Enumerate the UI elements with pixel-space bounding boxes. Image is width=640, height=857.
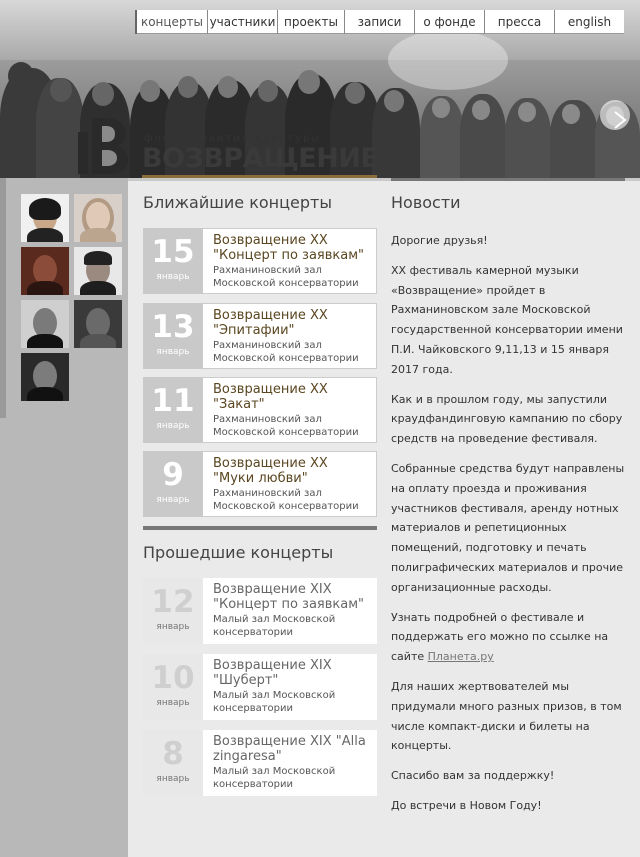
concert-info xyxy=(203,730,377,796)
concert-date xyxy=(143,377,203,443)
nav-item-projects[interactable]: проекты xyxy=(277,10,344,34)
concert-title[interactable]: Возвращение XIX "Концерт по заявкам" xyxy=(213,582,365,612)
concert-hall: Рахманиновский зал Московской консерватории xyxy=(213,414,359,438)
concert-hall: Малый зал Московской консерватории xyxy=(213,614,336,638)
concert-day: 12 xyxy=(151,584,195,620)
concert-month: январь xyxy=(156,495,190,505)
concert-day: 9 xyxy=(162,457,184,493)
participant-photo[interactable] xyxy=(74,247,122,295)
news-paragraph: Спасибо вам за поддержку! xyxy=(391,769,555,783)
nav-item-concerts[interactable]: концерты xyxy=(135,10,207,34)
concert-hall: Малый зал Московской консерватории xyxy=(213,690,336,714)
concerts-underline xyxy=(142,175,377,178)
participant-photo[interactable] xyxy=(74,300,122,348)
participant-photo[interactable] xyxy=(21,247,69,295)
concert-date xyxy=(143,578,203,644)
news-paragraph: Дорогие друзья! xyxy=(391,234,488,247)
concert-info xyxy=(203,451,377,517)
concert-title[interactable]: Возвращение XIX "Alla zingaresa" xyxy=(213,734,366,764)
news-paragraph: До встречи в Новом Году! xyxy=(391,798,542,812)
concert-info xyxy=(203,578,377,644)
concert-title[interactable]: Возвращение XX "Эпитафии" xyxy=(213,308,328,338)
chevron-right-icon[interactable] xyxy=(613,110,627,130)
upcoming-heading: Ближайшие концерты xyxy=(143,193,332,212)
concert-hall: Малый зал Московской консерватории xyxy=(213,766,336,790)
concert-hall: Рахманиновский зал Московской консерватории xyxy=(213,265,359,289)
concert-title[interactable]: Возвращение XX "Муки любви" xyxy=(213,456,328,486)
concert-date xyxy=(143,303,203,369)
logo-icon[interactable] xyxy=(78,118,128,174)
header-banner xyxy=(0,0,640,178)
concert-day: 8 xyxy=(162,736,184,772)
nav-item-participants[interactable]: участники xyxy=(207,10,277,34)
left-strip xyxy=(0,178,6,418)
main-nav xyxy=(135,10,624,34)
concert-info xyxy=(203,303,377,369)
concert-date xyxy=(143,730,203,796)
concert-day: 11 xyxy=(151,383,195,419)
news-heading: Новости xyxy=(391,193,461,212)
news-more-text: Узнать подробней о фестивале и поддержать его можно по ссылке на сайте xyxy=(391,610,609,664)
past-concert-card[interactable] xyxy=(143,730,377,796)
concert-info xyxy=(203,654,377,720)
concert-title[interactable]: Возвращение XX "Закат" xyxy=(213,382,328,412)
participant-photo[interactable] xyxy=(74,194,122,242)
concert-card[interactable] xyxy=(143,377,377,443)
concert-date xyxy=(143,228,203,294)
concert-month: январь xyxy=(156,698,190,708)
news-paragraph: Для наших жертвователей мы придумали много разных призов, в том числе компакт-диски и билеты на концерты. xyxy=(391,679,622,753)
news-body xyxy=(391,231,631,826)
concert-title[interactable]: Возвращение XIX "Шуберт" xyxy=(213,658,332,688)
concert-month: январь xyxy=(156,347,190,357)
past-heading: Прошедшие концерты xyxy=(143,543,334,562)
concert-month: январь xyxy=(156,622,190,632)
concert-info xyxy=(203,377,377,443)
concert-card[interactable] xyxy=(143,303,377,369)
past-concert-card[interactable] xyxy=(143,578,377,644)
logo-title[interactable]: ВОЗВРАЩЕНИЕ xyxy=(142,143,379,174)
participant-photo[interactable] xyxy=(21,300,69,348)
past-concert-card[interactable] xyxy=(143,654,377,720)
concert-month: январь xyxy=(156,421,190,431)
news-paragraph: Как и в прошлом году, мы запустили краудфандинговую кампанию по сбору средств на проведение фестиваля. xyxy=(391,392,623,446)
news-paragraph: XX фестиваль камерной музыки «Возвращение» пройдет в Рахманиновском зале Московской государственной консерватории имени П.И. Чайковского 9,11,13 и 15 января 2017 года. xyxy=(391,263,623,376)
concert-hall: Рахманиновский зал Московской консерватории xyxy=(213,488,359,512)
concert-month: январь xyxy=(156,774,190,784)
nav-item-about[interactable]: о фонде xyxy=(414,10,484,34)
logo-subtitle: фонд развития культуры xyxy=(144,133,322,144)
concert-hall: Рахманиновский зал Московской консерватории xyxy=(213,340,359,364)
news-paragraph xyxy=(391,608,631,667)
concert-title[interactable]: Возвращение XX "Концерт по заявкам" xyxy=(213,233,365,263)
concert-day: 13 xyxy=(151,309,195,345)
concert-info xyxy=(203,228,377,294)
concert-day: 10 xyxy=(151,660,195,696)
concert-card[interactable] xyxy=(143,228,377,294)
section-divider xyxy=(143,526,377,530)
concert-card[interactable] xyxy=(143,451,377,517)
participant-photo[interactable] xyxy=(21,194,69,242)
concert-date xyxy=(143,451,203,517)
nav-item-recordings[interactable]: записи xyxy=(344,10,414,34)
nav-item-press[interactable]: пресса xyxy=(484,10,554,34)
planeta-link[interactable]: Планета.ру xyxy=(427,650,494,664)
participant-photo[interactable] xyxy=(21,353,69,401)
concert-date xyxy=(143,654,203,720)
concert-month: январь xyxy=(156,272,190,282)
concert-day: 15 xyxy=(151,234,195,270)
nav-item-english[interactable]: english xyxy=(554,10,624,34)
news-paragraph: Собранные средства будут направлены на оплату проезда и проживания участников фестиваля, аренду нотных материалов и репетиционных помещений, подготовку и печать полиграфических материалов и прочие организационные расходы. xyxy=(391,461,625,594)
